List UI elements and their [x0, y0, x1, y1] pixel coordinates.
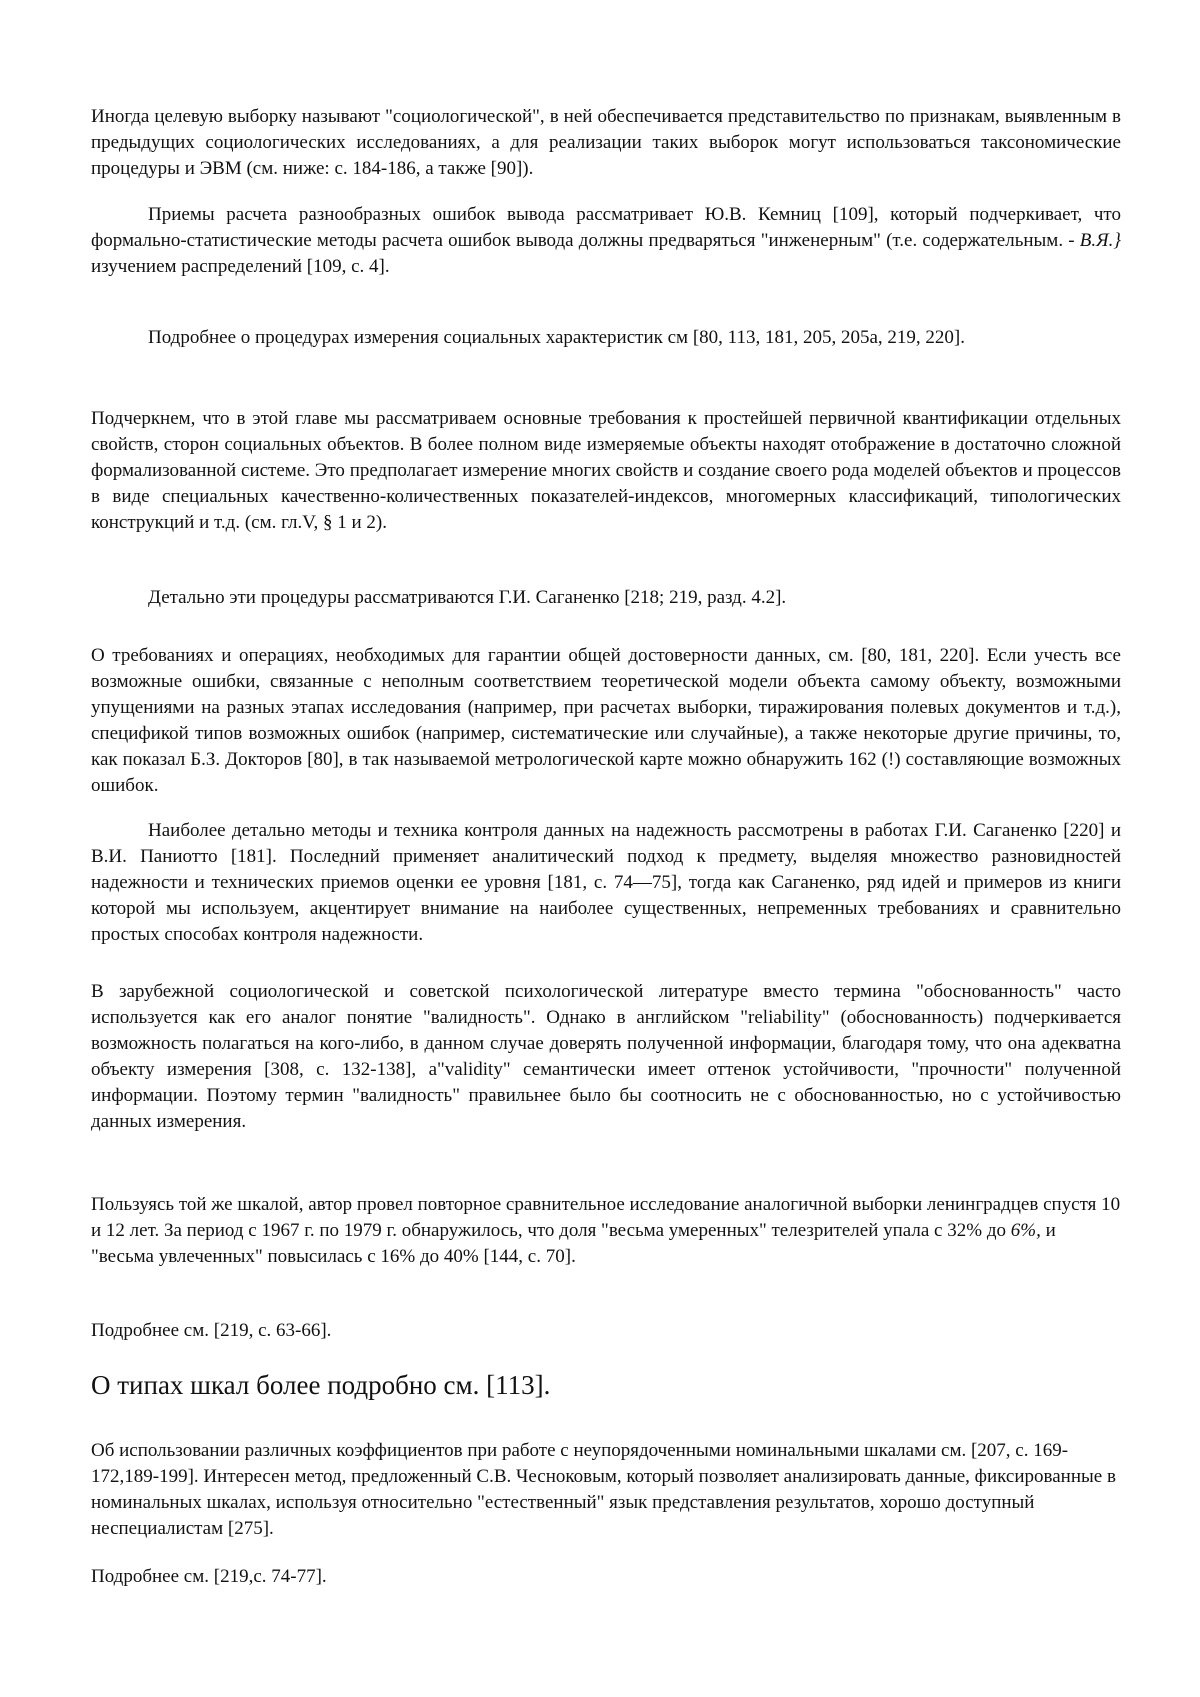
italic-percent: 6%,: [1010, 1220, 1041, 1241]
note-paragraph: В зарубежной социологической и советской психологической литературе вместо термина "обоснованность" часто используется как его аналог понятие "валидность". Однако в английском "reliability" (обоснованность) подчеркивается возможность полагаться на кого-либо, в данном случае доверять полученной информации, благодаря тому, что она адекватна объекту измерения [308, с. 132-138], а"validity" семантически имеет оттенок устойчивости, "прочности" полученной информации. Поэтому термин "валидность" правильнее было бы соотносить не с обоснованностью, но с устойчивостью данных измерения.: [91, 981, 1121, 1132]
text-run: и "весьма увлеченных" повысилась с 16% до 40% [144, с. 70].: [91, 1220, 1056, 1267]
note-paragraph: Подробнее см. [219, с. 63-66].: [91, 1320, 332, 1341]
italic-initials: В.Я.}: [1079, 230, 1121, 251]
note-paragraph: Подчеркнем, что в этой главе мы рассматриваем основные требования к простейшей первичной квантификации отдельных свойств, сторон социальных объектов. В более полном виде измеряемые объекты находят отображение в достаточно сложной формализованной системе. Это предполагает измерение многих свойств и создание своего рода моделей объектов и процессов в виде специальных качественно-количественных показателей-индексов, многомерных классификаций, типологических конструкций и т.д. (см. гл.V, § 1 и 2).: [91, 408, 1121, 533]
note-paragraph: Об использовании различных коэффициентов при работе с неупорядоченными номинальными шкалами см. [207, с. 169-172,189-199]. Интересен метод, предложенный С.В. Чесноковым, который позволяет анализировать данные, фиксированные в номинальных шкалах, используя относительно "естественный" язык представления результатов, хорошо доступный неспециалистам [275].: [91, 1440, 1116, 1539]
text-run: Пользуясь той же шкалой, автор провел повторное сравнительное исследование аналогичной выборки ленинградцев спустя 10 и 12 лет. За период с 1967 г. по 1979 г. обнаружилось, что доля "весьма умеренных" телезрителей упала с 32% до: [91, 1194, 1121, 1241]
text-run: изучением распределений [109, с. 4].: [91, 256, 390, 277]
note-paragraph: О требованиях и операциях, необходимых для гарантии общей достоверности данных, см. [80, 181, 220]. Если учесть все возможные ошибки, связанные с неполным соответствием теоретической модели объекта самому объекту, возможными упущениями на разных этапах исследования (например, при расчетах выборки, тиражирования полевых документов и т.д.), спецификой типов возможных ошибок (например, систематические или случайные), а также некоторые другие причины, то, как показал Б.З. Докторов [80], в так называемой метрологической карте можно обнаружить 162 (!) составляющие возможных ошибок.: [91, 645, 1121, 796]
note-paragraph: Иногда целевую выборку называют "социологической", в ней обеспечивается представительство по признакам, выявленным в предыдущих социологических исследованиях, а для реализации таких выборок могут использоваться таксономические процедуры и ЭВМ (см. ниже: с. 184-186, а также [90]).: [91, 106, 1121, 179]
note-paragraph: Подробнее о процедурах измерения социальных характеристик см [80, 113, 181, 205, 205а, 219, 220].: [148, 327, 965, 348]
note-paragraph: [91, 202, 1121, 280]
note-paragraph: Подробнее см. [219,с. 74-77].: [91, 1566, 327, 1587]
note-paragraph: Детально эти процедуры рассматриваются Г.И. Саганенко [218; 219, разд. 4.2].: [148, 587, 787, 608]
note-paragraph: Наиболее детально методы и техника контроля данных на надежность рассмотрены в работах Г.И. Саганенко [220] и В.И. Паниотто [181]. Последний применяет аналитический подход к предмету, выделяя множество разновидностей надежности и технических приемов оценки ее уровня [181, с. 74—75], тогда как Саганенко, ряд идей и примеров из книги которой мы используем, акцентирует внимание на наиболее существенных, непременных требованиях и сравнительно простых способах контроля надежности.: [91, 820, 1121, 945]
note-paragraph: [91, 1192, 1121, 1270]
text-run: Приемы расчета разнообразных ошибок вывода рассматривает Ю.В. Кемниц [109], который подчеркивает, что формально-статистические методы расчета ошибок вывода должны предваряться "инженерным" (т.е. содержательным. -: [91, 204, 1121, 251]
section-heading: О типах шкал более подробно см. [113].: [91, 1370, 551, 1400]
